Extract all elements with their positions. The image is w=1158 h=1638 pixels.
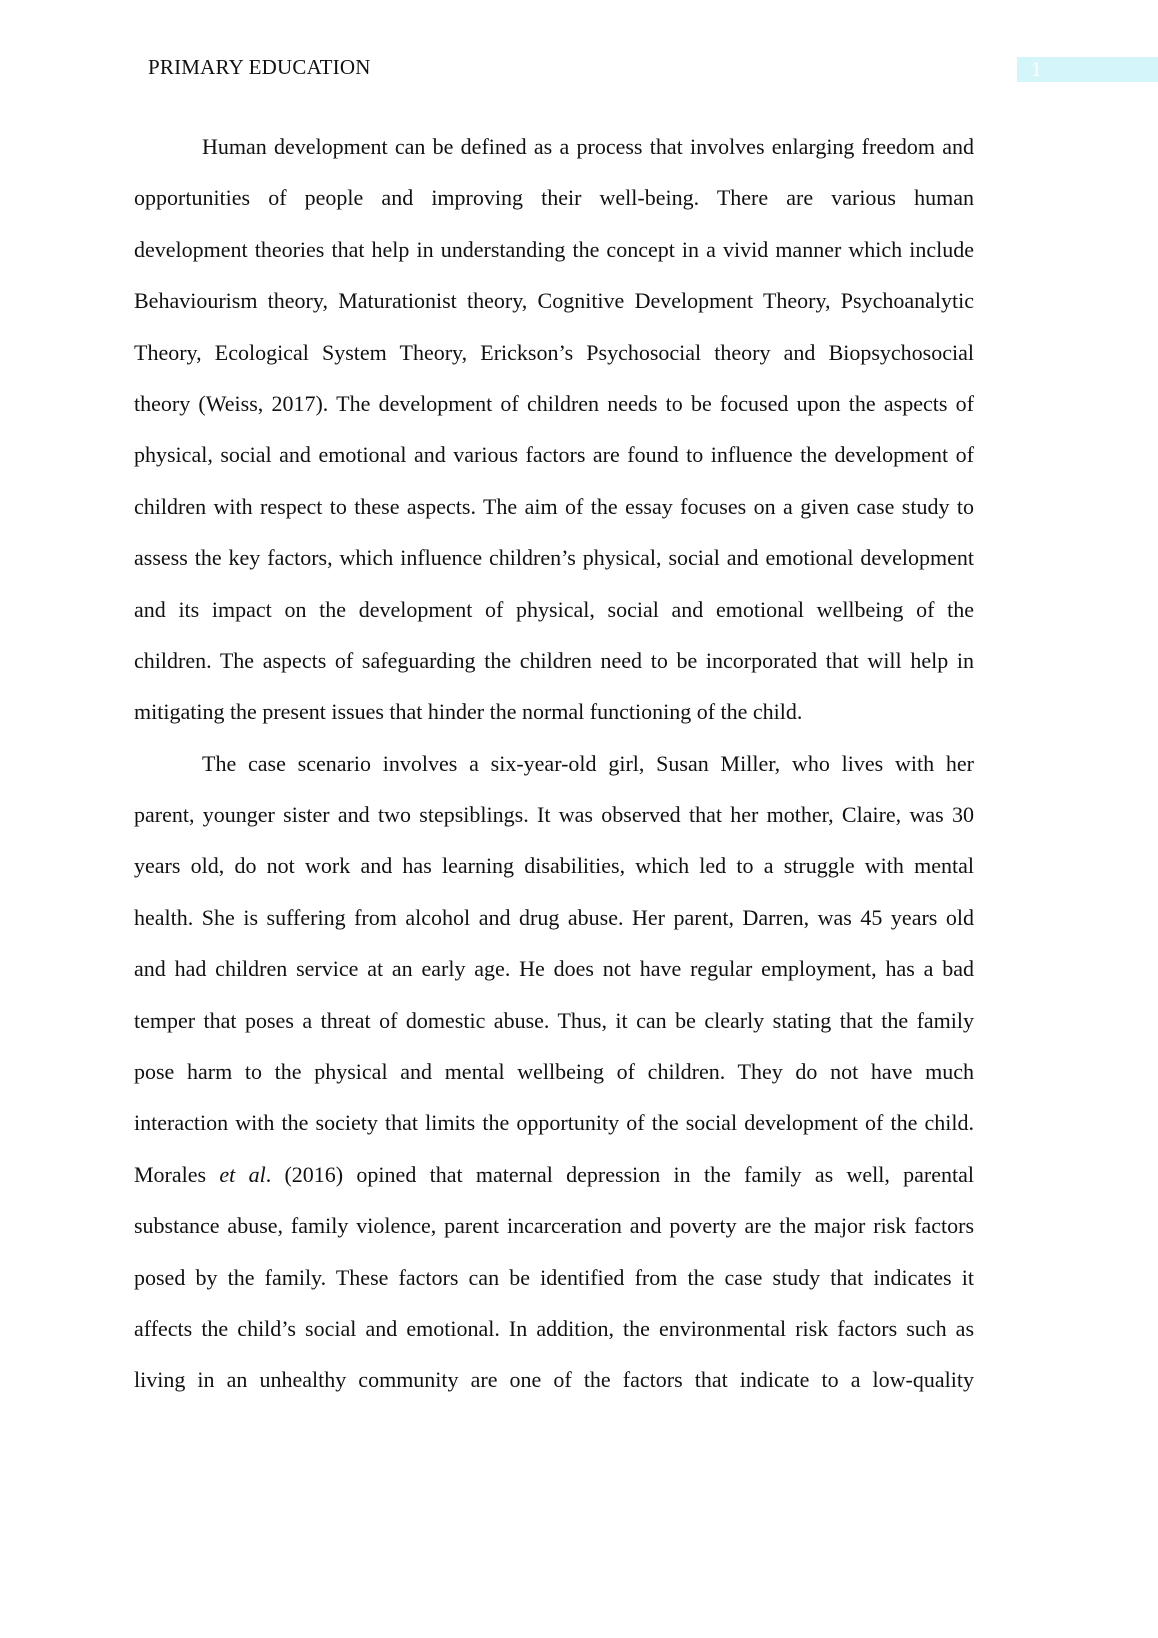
text-line: years old, do not work and has learning disabilities, which led to a struggle with mental: [134, 853, 974, 879]
text-line: children with respect to these aspects. The aim of the essay focuses on a given case study to: [134, 493, 974, 519]
text-line: affects the child’s social and emotional. In addition, the environmental risk factors such as: [134, 1315, 974, 1341]
text-segment: Morales: [134, 1161, 220, 1187]
running-head: PRIMARY EDUCATION: [148, 55, 371, 79]
text-line: Behaviourism theory, Maturationist theory, Cognitive Development Theory, Psychoanalytic: [134, 288, 974, 314]
text-line: [134, 1149, 974, 1200]
text-line: Human development can be defined as a process that involves enlarging freedom and: [202, 134, 974, 159]
page-number: 1: [1031, 57, 1042, 81]
text-line: and its impact on the development of physical, social and emotional wellbeing of the: [134, 596, 974, 622]
text-line: posed by the family. These factors can be identified from the case study that indicates it: [134, 1264, 974, 1290]
page-number-box: [1017, 57, 1158, 82]
document-body: [134, 121, 974, 1406]
text-line: opportunities of people and improving their well-being. There are various human: [134, 185, 974, 211]
text-line: and had children service at an early age. He does not have regular employment, has a bad: [134, 956, 974, 982]
text-line: living in an unhealthy community are one of the factors that indicate to a low-quality: [134, 1367, 974, 1393]
text-line: children. The aspects of safeguarding the children need to be incorporated that will help in: [134, 647, 974, 673]
text-line: theory (Weiss, 2017). The development of children needs to be focused upon the aspects of: [134, 390, 974, 416]
text-line: assess the key factors, which influence children’s physical, social and emotional development: [134, 545, 974, 571]
text-line: The case scenario involves a six-year-old girl, Susan Miller, who lives with her: [202, 750, 974, 776]
text-line: substance abuse, family violence, parent incarceration and poverty are the major risk factors: [134, 1213, 974, 1239]
text-line: development theories that help in understanding the concept in a vivid manner which include: [134, 236, 974, 262]
text-line: Theory, Ecological System Theory, Erickson’s Psychosocial theory and Biopsychosocial: [134, 339, 974, 365]
text-line: temper that poses a threat of domestic abuse. Thus, it can be clearly stating that the family: [134, 1007, 974, 1033]
text-line: physical, social and emotional and various factors are found to influence the development of: [134, 442, 974, 468]
text-segment: . (2016) opined that maternal depression in the family as well, parental: [265, 1161, 974, 1187]
text-line: parent, younger sister and two stepsiblings. It was observed that her mother, Claire, was 30: [134, 802, 974, 828]
text-line: interaction with the society that limits the opportunity of the social development of the child.: [134, 1110, 974, 1136]
italic-text: et al: [219, 1161, 266, 1187]
text-line: pose harm to the physical and mental wellbeing of children. They do not have much: [134, 1059, 974, 1085]
text-line: mitigating the present issues that hinder the normal functioning of the child.: [134, 699, 803, 725]
text-line: health. She is suffering from alcohol and drug abuse. Her parent, Darren, was 45 years old: [134, 904, 974, 930]
